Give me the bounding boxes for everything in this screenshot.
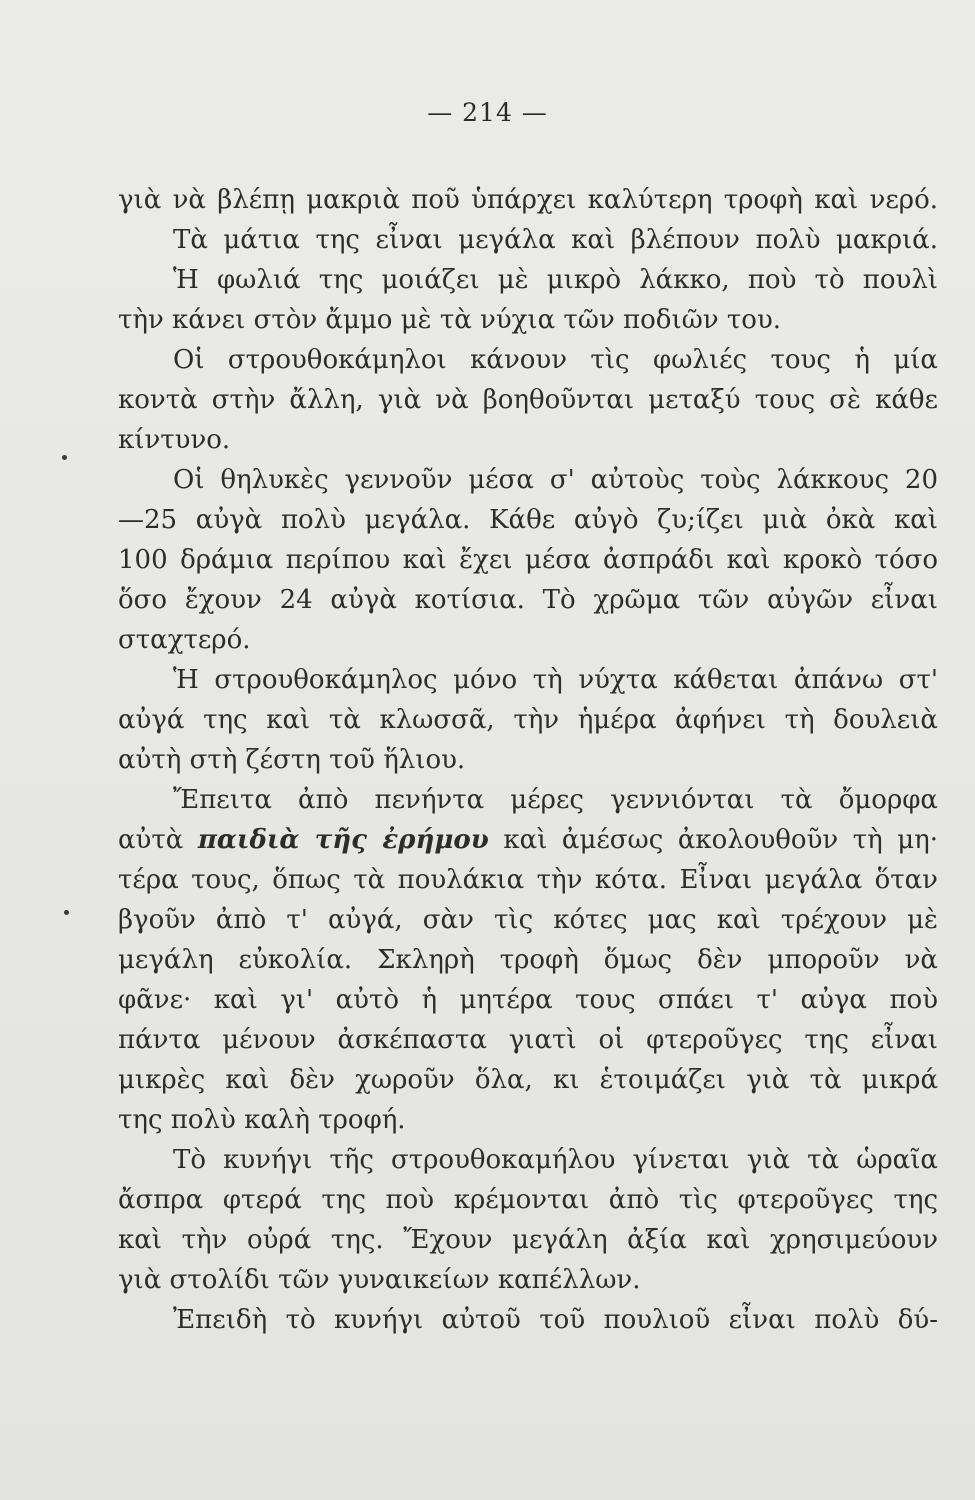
text-line: τέρα τους, ὅπως τὰ πουλάκια τὴν κότα. Εἶναι μεγάλα ὅταν [118, 865, 938, 895]
text-line: ἄσπρα φτερά της ποὺ κρέμονται ἀπὸ τὶς φτεροῦγες της [118, 1185, 938, 1215]
text-fragment: αὐτὰ [118, 825, 198, 855]
text-line: Ἡ φωλιά της μοιάζει μὲ μικρὸ λάκκο, ποὺ τὸ πουλὶ [173, 265, 938, 295]
text-line: Ἡ στρουθοκάμηλος μόνο τὴ νύχτα κάθεται ἀπάνω στ' [173, 665, 938, 695]
text-line: της πολὺ καλὴ τροφή. [118, 1105, 406, 1135]
text-line: μικρὲς καὶ δὲν χωροῦν ὅλα, κι ἑτοιμάζει γιὰ τὰ μικρά [118, 1065, 938, 1095]
text-line: κίντυνο. [118, 425, 231, 455]
text-line: Ἐπειδὴ τὸ κυνήγι αὐτοῦ τοῦ πουλιοῦ εἶναι πολὺ δύ- [173, 1305, 938, 1335]
margin-dot-mark [64, 910, 69, 915]
text-line: ὅσο ἔχουν 24 αὐγὰ κοτίσια. Τὸ χρῶμα τῶν αὐγῶν εἶναι [118, 585, 938, 615]
text-line: γιὰ στολίδι τῶν γυναικείων καπέλλων. [118, 1265, 641, 1295]
text-line: μεγάλη εὐκολία. Σκληρὴ τροφὴ ὅμως δὲν μποροῦν νὰ [118, 945, 938, 975]
text-line: —25 αὐγὰ πολὺ μεγάλα. Κάθε αὐγὸ ζυ;ίζει μιὰ ὀκὰ καὶ [118, 505, 938, 535]
margin-dot-mark [62, 455, 67, 460]
text-line-with-emphasis [118, 820, 938, 860]
text-line: Ἔπειτα ἀπὸ πενήντα μέρες γεννιόνται τὰ ὄμορφα [173, 785, 938, 815]
text-line: πάντα μένουν ἀσκέπαστα γιατὶ οἱ φτεροῦγες της εἶναι [118, 1025, 938, 1055]
text-line: Οἱ στρουθοκάμηλοι κάνουν τὶς φωλιές τους ἡ μία [173, 345, 938, 375]
text-line: αὐτὴ στὴ ζέστη τοῦ ἥλιου. [118, 745, 466, 775]
text-line: Οἱ θηλυκὲς γεννοῦν μέσα σ' αὐτοὺς τοὺς λάκκους 20 [173, 465, 938, 495]
text-line: αὐγά της καὶ τὰ κλωσσᾶ, τὴν ἡμέρα ἀφήνει τὴ δουλειὰ [118, 705, 938, 735]
text-line: κοντὰ στὴν ἄλλη, γιὰ νὰ βοηθοῦνται μεταξύ τους σὲ κάθε [118, 385, 938, 415]
emphasis-line-content [118, 825, 938, 855]
text-line: Τὰ μάτια της εἶναι μεγάλα καὶ βλέπουν πολὺ μακριά. [173, 225, 938, 255]
page-number: — 214 — [427, 98, 548, 127]
text-line: γιὰ νὰ βλέπῃ μακριὰ ποῦ ὑπάρχει καλύτερη τροφὴ καὶ νερό. [118, 185, 938, 215]
text-fragment: καὶ ἀμέσως ἀκολουθοῦν τὴ μη· [488, 825, 939, 855]
text-line: 100 δράμια περίπου καὶ ἔχει μέσα ἀσπράδι καὶ κροκὸ τόσο [118, 545, 938, 575]
text-line: φᾶνε· καὶ γι' αὐτὸ ἡ μητέρα τους σπάει τ' αὐγα ποὺ [118, 985, 938, 1015]
text-line: καὶ τὴν οὐρά της. Ἔχουν μεγάλη ἀξία καὶ χρησιμεύουν [118, 1225, 938, 1255]
text-line: Τὸ κυνήγι τῆς στρουθοκαμήλου γίνεται γιὰ τὰ ὡραῖα [173, 1145, 938, 1175]
emphasized-phrase: παιδιὰ τῆς ἐρήμου [197, 825, 489, 855]
text-line: σταχτερό. [118, 625, 251, 655]
body-text [118, 180, 938, 1340]
text-line: βγοῦν ἀπὸ τ' αὐγά, σὰν τὶς κότες μας καὶ τρέχουν μὲ [118, 905, 938, 935]
text-line: τὴν κάνει στὸν ἄμμο μὲ τὰ νύχια τῶν ποδιῶν του. [118, 305, 782, 335]
